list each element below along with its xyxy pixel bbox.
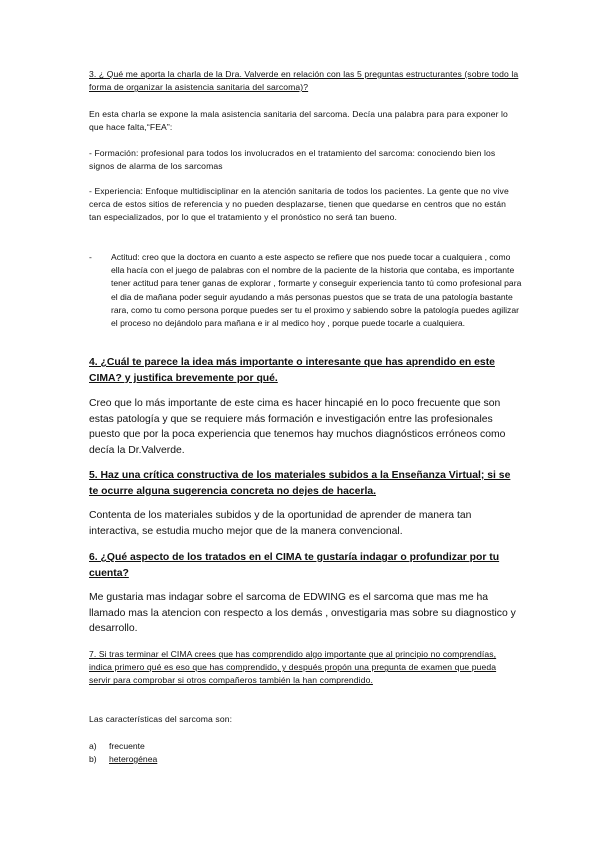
q5-heading: 5. Haz una crítica constructiva de los materiales subidos a la Enseñanza Virtual; si se te ocurre alguna sugerencia concreta no dejes de hacerla. [89,470,511,497]
q7-option [89,740,145,753]
q5-answer: Contenta de los materiales subidos y de la oportunidad de aprender de manera tan interactiva, se estudia mucho mejor que de la manera convencional. [89,510,472,537]
q7-option [89,753,157,766]
q7-option-text: heterogénea [109,754,158,764]
q6-heading: 6. ¿Qué aspecto de los tratados en el CIMA te gustaría indagar o profundizar por tu cuenta? [89,552,500,579]
q7-heading: 7. Si tras terminar el CIMA crees que has comprendido algo importante que al principio no comprendías, indica primero qué es eso que has comprendido, y después propón una pregunta de examen que pueda servir para comprobar si otros compañeros también la han comprendido. [89,649,497,686]
q7-intro: Las características del sarcoma son: [89,714,233,724]
q3-actitud-dash: - [89,252,92,262]
q6-answer: Me gustaria mas indagar sobre el sarcoma de EDWING es el sarcoma que mas me ha llamado mas la atencion con respecto a los demás , onvestigaria mas sobre su diagnostico y desarrollo. [89,592,516,635]
q3-heading: 3. ¿ Qué me aporta la charla de la Dra. Valverde en relación con las 5 preguntas estructurantes (sobre todo la forma de organizar la asistencia sanitaria del sarcoma)? [89,69,519,93]
q3-actitud-item [89,251,529,343]
q7-option-marker: a) [89,741,97,751]
q4-answer: Creo que lo más importante de este cima es hacer hincapié en lo poco frecuente que son estas patología y que se requiere más formación e investigación entre las profesionales puesto que por la poca experiencia que tenemos hay muchos diagnósticos erróneos como decía la Dr.Valverde. [89,398,506,456]
q3-intro: En esta charla se expone la mala asistencia sanitaria del sarcoma. Decía una palabra para para exponer lo que hace falta,“FEA”: [89,109,508,133]
q7-option-text: frecuente [109,741,145,751]
q3-experiencia: - Experiencia: Enfoque multidisciplinar en la atención sanitaria de todos los pacientes. La gente que no vive cerca de estos sitios de referencia y no pueden desplazarse, tienen que quedarse en centros que no están tan especializados, por lo que el tratamiento y el pronóstico no será tan bueno. [89,186,509,223]
q7-option-marker: b) [89,754,97,764]
q3-formacion: - Formación: profesional para todos los involucrados en el tratamiento del sarcoma: conociendo bien los signos de alarma de los sarcomas [89,148,496,172]
q4-heading: 4. ¿Cuál te parece la idea más importante o interesante que has aprendido en este CIMA? y justifica brevemente por qué. [89,357,495,384]
q3-actitud: Actitud: creo que la doctora en cuanto a este aspecto se refiere que nos puede tocar a cualquiera , como ella hacía con el juego de palabras con el nombre de la paciente de la historia que contaba, es importante tener actitud para tener ganas de explorar , formarte y conseguir experiencia tanto tú como profesional para el dia de mañana poder seguir ayudando a más personas puestos que se trata de una patología bastante rara, como tu como persona porque puedes ser tu el proximo y sabiendo sobre la patología puedes agilizar el proceso no dejándolo para mañana e ir al medico hoy , porque puede tocarle a cualquiera. [111,252,522,329]
